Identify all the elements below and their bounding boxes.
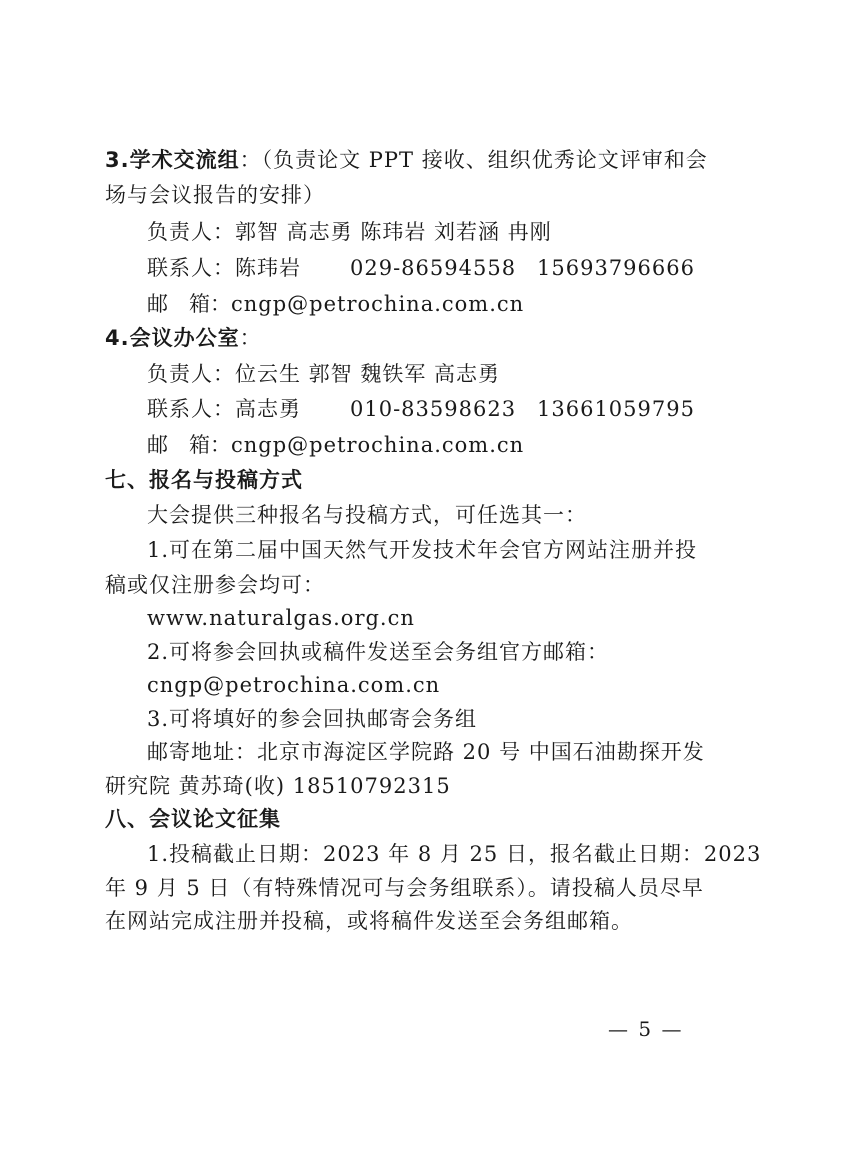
- sec4-contact-phone: 010-83598623: [350, 397, 517, 421]
- sec3-contact-row: [147, 254, 747, 282]
- sec3-desc-line1: ：（负责论文 PPT 接收、组织优秀论文评审和会: [239, 148, 708, 172]
- sec7-website: www.naturalgas.org.cn: [147, 606, 415, 630]
- sec7-item2-email: cngp@petrochina.com.cn: [147, 673, 441, 697]
- sec4-contact-label: 联系人：高志勇: [147, 397, 301, 421]
- sec3-contact-label: 联系人：陈玮岩: [147, 256, 301, 280]
- sec3-email-row: [147, 290, 524, 318]
- sec7-item1-line2: 稿或仅注册参会均可：: [105, 573, 325, 597]
- sec4-email-char1: 邮: [147, 433, 168, 457]
- sec8-item1-line3: 在网站完成注册并投稿，或将稿件发送至会务组邮箱。: [105, 909, 633, 933]
- sec4-contact-mobile: 13661059795: [537, 397, 695, 421]
- sec3-title: 3.学术交流组: [105, 148, 240, 172]
- sec7-item1-line1: 1.可在第二届中国天然气开发技术年会官方网站注册并投: [147, 538, 698, 562]
- sec4-title-line: [105, 324, 262, 352]
- sec8-heading: 八、会议论文征集: [105, 807, 281, 831]
- sec3-desc-line2: 场与会议报告的安排）: [105, 183, 325, 207]
- sec7-intro: 大会提供三种报名与投稿方式，可任选其一：: [147, 503, 587, 527]
- sec4-email-row: [147, 431, 524, 459]
- page-number: — 5 —: [608, 1017, 684, 1041]
- sec3-contact-mobile: 15693796666: [537, 256, 695, 280]
- sec4-email-value: cngp@petrochina.com.cn: [231, 433, 525, 457]
- sec7-item3: 3.可将填好的参会回执邮寄会务组: [147, 707, 478, 731]
- sec3-contact-phone: 029-86594558: [350, 256, 517, 280]
- sec3-leaders: 负责人：郭智 高志勇 陈玮岩 刘若涵 冉刚: [147, 220, 552, 244]
- sec7-address-line2: 研究院 黄苏琦(收) 18510792315: [105, 774, 451, 798]
- sec4-colon: ：: [239, 326, 262, 350]
- sec4-leaders: 负责人：位云生 郭智 魏铁军 高志勇: [147, 362, 501, 386]
- sec7-item2: 2.可将参会回执或稿件发送至会务组官方邮箱：: [147, 640, 610, 664]
- sec7-address-line1: 邮寄地址：北京市海淀区学院路 20 号 中国石油勘探开发: [147, 740, 705, 764]
- sec3-email-char1: 邮: [147, 292, 168, 316]
- sec4-email-char2: 箱：: [189, 433, 231, 457]
- sec3-title-line: [105, 146, 708, 174]
- sec4-contact-row: [147, 395, 747, 423]
- sec8-item1-line2: 年 9 月 5 日（有特殊情况可与会务组联系）。请投稿人员尽早: [105, 876, 704, 900]
- sec3-email-char2: 箱：: [189, 292, 231, 316]
- sec8-item1-line1: 1.投稿截止日期：2023 年 8 月 25 日，报名截止日期：2023: [147, 842, 762, 866]
- sec4-title: 4.会议办公室: [105, 326, 240, 350]
- sec3-email-value: cngp@petrochina.com.cn: [231, 292, 525, 316]
- sec7-heading: 七、报名与投稿方式: [105, 468, 303, 492]
